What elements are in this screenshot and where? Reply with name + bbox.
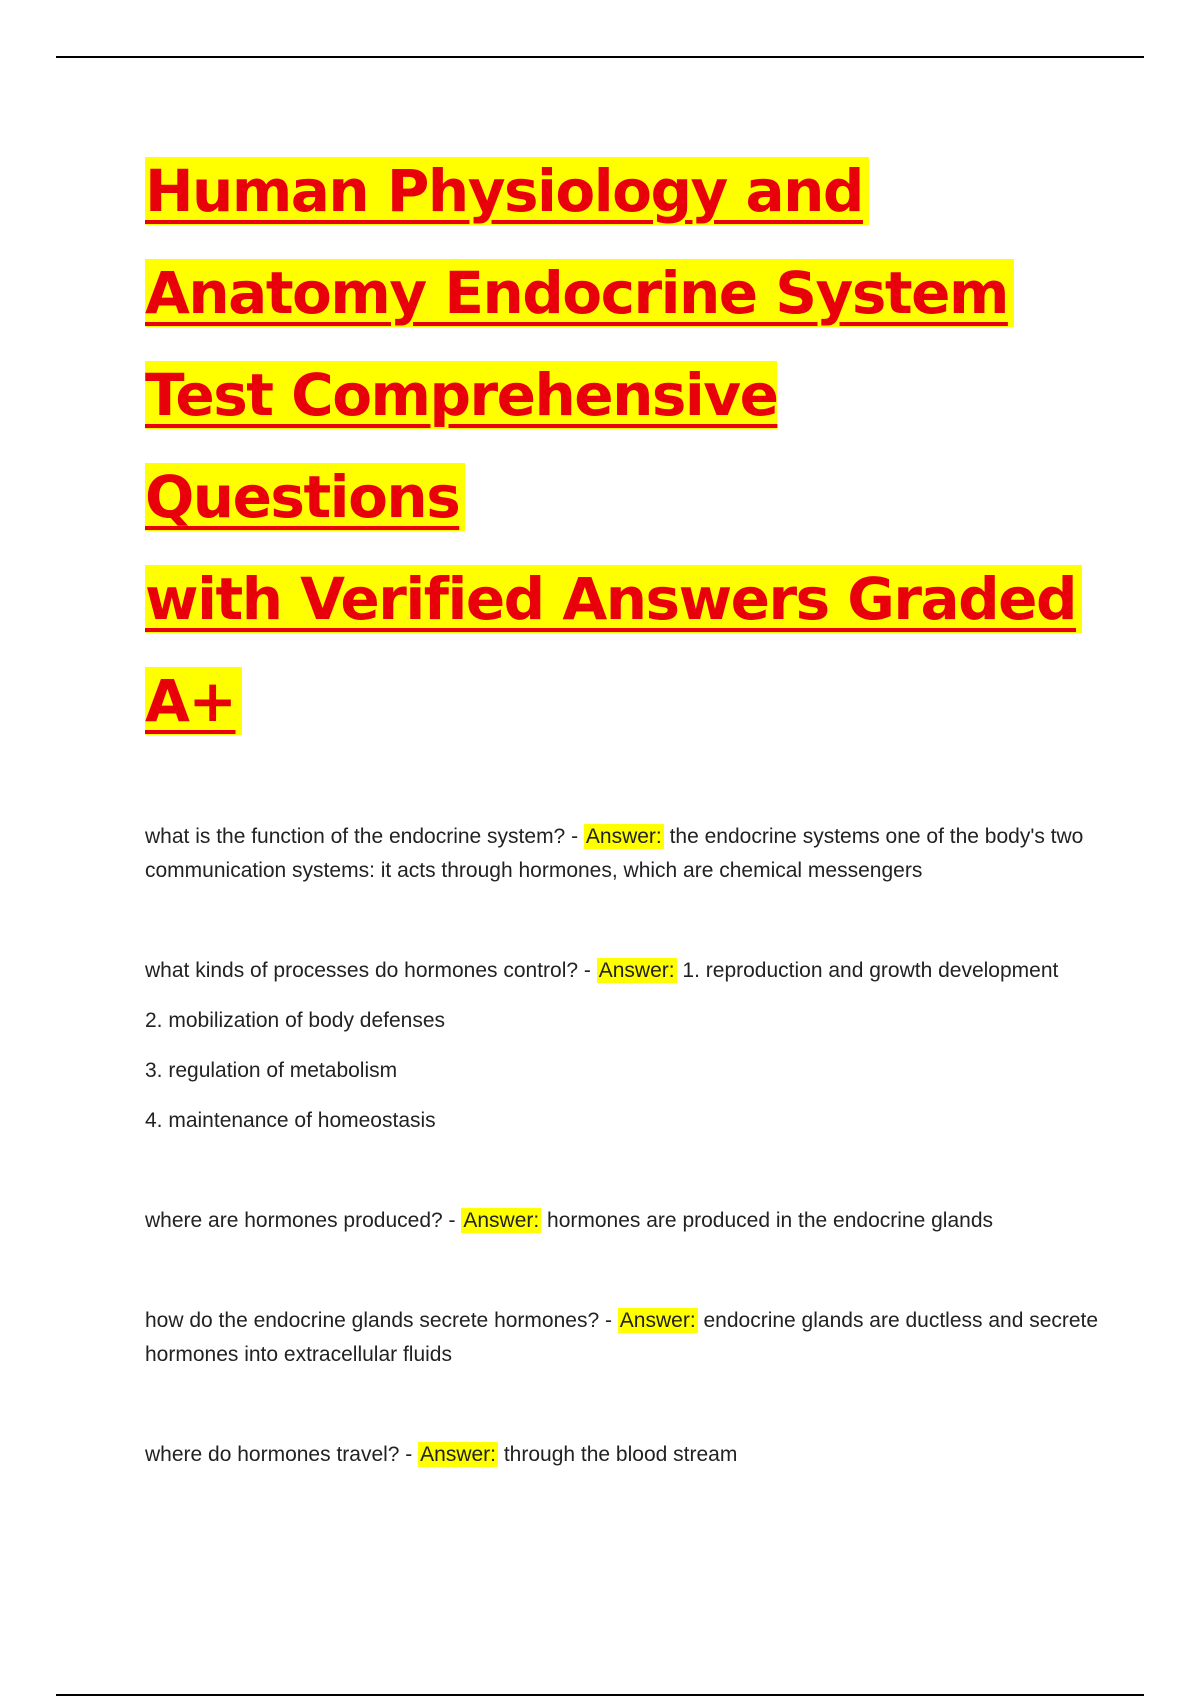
qa-list	[145, 820, 1105, 1472]
title-line: with Verified Answers Graded	[145, 565, 1082, 633]
answer-label: Answer:	[598, 959, 675, 982]
answer-label: Answer:	[420, 1443, 496, 1466]
answer-list-item: 2. mobilization of body defenses	[145, 1009, 446, 1032]
document-body	[145, 140, 1105, 1538]
title-line: Anatomy Endocrine System	[145, 259, 1014, 327]
title-line: A+	[145, 667, 242, 735]
qa-item	[145, 1304, 1105, 1372]
answer-label: Answer:	[463, 1209, 540, 1232]
qa-item	[145, 1438, 1105, 1472]
qa-item	[145, 820, 1105, 888]
answer-list-item: 3. regulation of metabolism	[145, 1059, 398, 1082]
qa-item	[145, 1204, 1105, 1238]
answer-text: 1. reproduction and growth development	[676, 959, 1059, 982]
title-line: Test Comprehensive Questions	[145, 361, 778, 531]
question-text: where do hormones travel? -	[145, 1443, 419, 1466]
answer-label: Answer:	[585, 825, 662, 848]
answer-text: the endocrine systems one of the body's two communication systems: it acts through hormones, which are chemical messengers	[145, 825, 1084, 882]
answer-label: Answer:	[619, 1309, 696, 1332]
answer-text: through the blood stream	[498, 1443, 738, 1466]
question-text: what kinds of processes do hormones control? -	[145, 959, 597, 982]
answer-text: endocrine glands are ductless and secrete hormones into extracellular fluids	[145, 1309, 1099, 1366]
document-title	[145, 140, 1105, 752]
qa-item	[145, 954, 1105, 1138]
question-text: how do the endocrine glands secrete hormones? -	[145, 1309, 618, 1332]
answer-text: hormones are produced in the endocrine glands	[541, 1209, 994, 1232]
question-text: where are hormones produced? -	[145, 1209, 462, 1232]
answer-list-item: 4. maintenance of homeostasis	[145, 1109, 436, 1132]
question-text: what is the function of the endocrine system? -	[145, 825, 584, 848]
header-rule	[56, 56, 1144, 58]
title-line: Human Physiology and	[145, 157, 869, 225]
footer-rule	[56, 1694, 1144, 1696]
